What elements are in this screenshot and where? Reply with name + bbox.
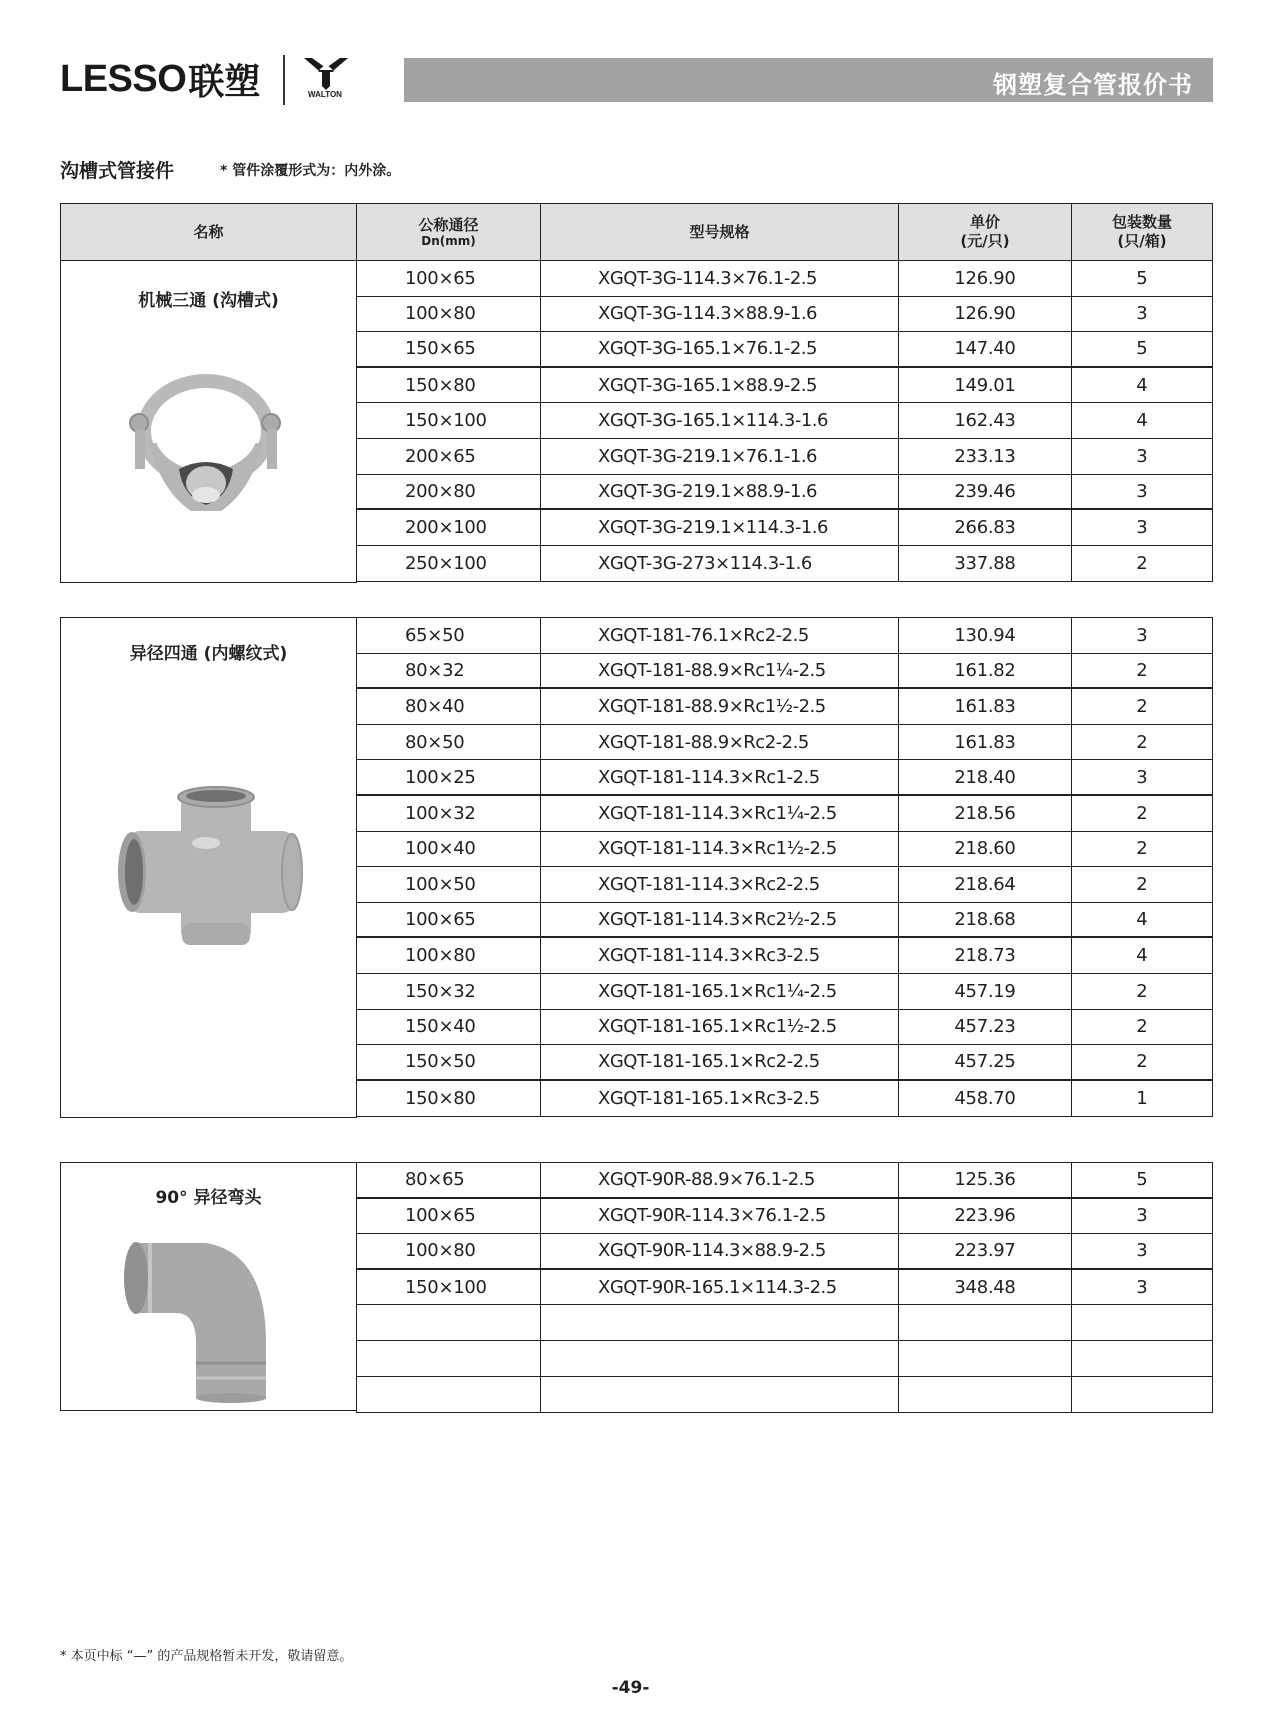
model-cell: XGQT-3G-165.1×88.9-2.5 (541, 368, 899, 403)
model-cell (541, 1377, 899, 1413)
model-cell: XGQT-181-165.1×Rc1½-2.5 (541, 1010, 899, 1045)
price-cell: 126.90 (899, 297, 1072, 332)
model-cell: XGQT-3G-219.1×88.9-1.6 (541, 475, 899, 509)
qty-cell: 3 (1136, 766, 1148, 788)
col-header-qty (1072, 204, 1212, 260)
price-cell: 218.64 (899, 867, 1072, 902)
table-row (357, 1305, 1212, 1341)
table-row (357, 1270, 1212, 1306)
dn-cell: 150×80 (357, 1081, 541, 1117)
price-cell: 239.46 (899, 475, 1072, 509)
qty-cell: 2 (1136, 553, 1148, 575)
qty-cell: 3 (1136, 303, 1148, 325)
dn-cell: 100×32 (357, 796, 541, 831)
dn-cell (357, 1305, 541, 1340)
table-row (357, 760, 1212, 796)
qty-cell: 2 (1136, 731, 1148, 753)
model-cell: XGQT-90R-114.3×76.1-2.5 (541, 1199, 899, 1234)
product-name-cell (60, 1162, 357, 1411)
dn-cell: 80×32 (357, 654, 541, 688)
qty-cell: 2 (1136, 838, 1148, 860)
table-row (357, 1045, 1212, 1081)
dn-cell: 100×80 (357, 1234, 541, 1268)
dn-cell: 80×50 (357, 725, 541, 760)
model-cell: XGQT-3G-219.1×76.1-1.6 (541, 439, 899, 474)
price-cell: 266.83 (899, 510, 1072, 545)
qty-cell: 3 (1136, 1276, 1148, 1298)
qty-cell: 4 (1136, 909, 1148, 931)
footnote: * 本页中标 “—” 的产品规格暂未开发，敬请留意。 (60, 1649, 353, 1664)
qty-cell (1072, 1341, 1212, 1376)
price-cell: 218.60 (899, 832, 1072, 867)
table-row (357, 1163, 1212, 1199)
qty-cell: 2 (1136, 873, 1148, 895)
qty-cell: 4 (1136, 410, 1148, 432)
walton-bull-icon (304, 56, 348, 90)
mechanical-tee-image (121, 371, 291, 521)
qty-cell (1072, 1377, 1212, 1413)
col-header-price (899, 204, 1072, 260)
model-cell: XGQT-3G-273×114.3-1.6 (541, 546, 899, 582)
qty-cell: 2 (1136, 659, 1148, 681)
page-number: -49- (611, 1678, 650, 1698)
model-cell: XGQT-3G-165.1×114.3-1.6 (541, 403, 899, 438)
price-cell: 337.88 (899, 546, 1072, 582)
dn-cell: 100×65 (357, 903, 541, 937)
model-cell (541, 1341, 899, 1376)
qty-cell: 1 (1136, 1088, 1148, 1110)
table-row (357, 546, 1212, 582)
model-cell: XGQT-181-88.9×Rc1½-2.5 (541, 689, 899, 724)
model-cell: XGQT-181-114.3×Rc1-2.5 (541, 760, 899, 794)
dn-cell (357, 1377, 541, 1413)
price-cell: 348.48 (899, 1270, 1072, 1305)
product-name-cell (60, 260, 357, 583)
col-price-label: 单价 (969, 213, 1000, 231)
reducing-cross-image (116, 783, 306, 953)
dn-cell: 250×100 (357, 546, 541, 582)
table-row (357, 974, 1212, 1010)
dn-cell: 200×100 (357, 510, 541, 545)
price-cell: 161.83 (899, 689, 1072, 724)
price-cell (899, 1341, 1072, 1376)
price-cell: 126.90 (899, 261, 1072, 296)
model-cell: XGQT-90R-165.1×114.3-2.5 (541, 1270, 899, 1305)
model-cell: XGQT-3G-114.3×88.9-1.6 (541, 297, 899, 332)
price-cell: 218.56 (899, 796, 1072, 831)
walton-wordmark: WALTON (308, 90, 342, 99)
qty-cell: 3 (1136, 516, 1148, 538)
price-cell: 457.25 (899, 1045, 1072, 1079)
model-cell: XGQT-181-165.1×Rc3-2.5 (541, 1081, 899, 1117)
col-qty-label: 包装数量 (1111, 213, 1172, 231)
price-cell: 233.13 (899, 439, 1072, 474)
walton-logo (290, 52, 360, 108)
model-cell: XGQT-181-114.3×Rc1¼-2.5 (541, 796, 899, 831)
product-name: 异径四通 (内螺纹式) (129, 644, 288, 664)
qty-cell: 4 (1136, 945, 1148, 967)
table-row (357, 725, 1212, 761)
qty-cell: 2 (1136, 1016, 1148, 1038)
price-cell (899, 1305, 1072, 1340)
qty-cell: 5 (1136, 1169, 1148, 1191)
dn-cell: 150×100 (357, 403, 541, 438)
qty-cell: 5 (1136, 338, 1148, 360)
table-row (357, 1234, 1212, 1270)
product-name-cell (60, 617, 357, 1118)
price-cell: 162.43 (899, 403, 1072, 438)
table-row (357, 1010, 1212, 1046)
table-row (357, 867, 1212, 903)
qty-cell: 2 (1136, 980, 1148, 1002)
table-row (357, 618, 1212, 654)
rows-table (356, 617, 1213, 1117)
qty-cell (1072, 1305, 1212, 1340)
price-cell: 218.40 (899, 760, 1072, 794)
dn-cell: 150×100 (357, 1270, 541, 1305)
product-name: 机械三通 (沟槽式) (138, 291, 279, 311)
table-row (357, 938, 1212, 974)
col-header-dn (357, 204, 541, 260)
price-cell: 457.23 (899, 1010, 1072, 1045)
brand-latin: LESSO (60, 57, 187, 100)
dn-cell: 150×32 (357, 974, 541, 1009)
qty-cell: 5 (1136, 267, 1148, 289)
dn-cell: 65×50 (357, 618, 541, 653)
table-row (357, 1199, 1212, 1235)
model-cell: XGQT-90R-114.3×88.9-2.5 (541, 1234, 899, 1268)
table-row (357, 439, 1212, 475)
table-row (357, 368, 1212, 404)
reducing-elbow-image (116, 1233, 296, 1403)
dn-cell: 150×80 (357, 368, 541, 403)
table-row (357, 261, 1212, 297)
model-cell: XGQT-181-114.3×Rc1½-2.5 (541, 832, 899, 867)
table-row (357, 510, 1212, 546)
col-model-label: 型号规格 (689, 222, 750, 241)
model-cell: XGQT-3G-165.1×76.1-2.5 (541, 332, 899, 366)
dn-cell: 80×40 (357, 689, 541, 724)
dn-cell: 200×65 (357, 439, 541, 474)
qty-cell: 3 (1136, 1240, 1148, 1262)
document-title: 钢塑复合管报价书 (993, 71, 1193, 99)
col-dn-unit: Dn(mm) (421, 234, 476, 248)
model-cell: XGQT-90R-88.9×76.1-2.5 (541, 1163, 899, 1197)
price-cell: 147.40 (899, 332, 1072, 366)
qty-cell: 3 (1136, 1205, 1148, 1227)
model-cell: XGQT-181-114.3×Rc3-2.5 (541, 938, 899, 973)
dn-cell: 100×50 (357, 867, 541, 902)
qty-cell: 2 (1136, 802, 1148, 824)
qty-cell: 3 (1136, 480, 1148, 502)
dn-cell: 100×80 (357, 938, 541, 973)
dn-cell: 150×65 (357, 332, 541, 366)
col-header-name (61, 204, 357, 260)
price-cell (899, 1377, 1072, 1413)
dn-cell: 150×40 (357, 1010, 541, 1045)
model-cell (541, 1305, 899, 1340)
product-name: 90° 异径弯头 (155, 1188, 262, 1208)
price-cell: 223.97 (899, 1234, 1072, 1268)
table-row (357, 332, 1212, 368)
qty-cell: 2 (1136, 695, 1148, 717)
model-cell: XGQT-3G-219.1×114.3-1.6 (541, 510, 899, 545)
price-cell: 125.36 (899, 1163, 1072, 1197)
dn-cell: 150×50 (357, 1045, 541, 1079)
model-cell: XGQT-181-88.9×Rc1¼-2.5 (541, 654, 899, 688)
model-cell: XGQT-181-165.1×Rc2-2.5 (541, 1045, 899, 1079)
model-cell: XGQT-181-114.3×Rc2-2.5 (541, 867, 899, 902)
dn-cell: 200×80 (357, 475, 541, 509)
dn-cell: 100×65 (357, 261, 541, 296)
qty-cell: 4 (1136, 374, 1148, 396)
table-row (357, 1081, 1212, 1117)
logo-divider (283, 55, 285, 105)
rows-table (356, 1162, 1213, 1413)
table-row (357, 297, 1212, 333)
price-cell: 458.70 (899, 1081, 1072, 1117)
qty-cell: 2 (1136, 1051, 1148, 1073)
col-price-unit: (元/只) (960, 232, 1010, 250)
section-title: 沟槽式管接件 (60, 160, 175, 182)
price-cell: 161.82 (899, 654, 1072, 688)
lesso-logo (60, 57, 260, 101)
table-row (357, 475, 1212, 511)
dn-cell: 100×25 (357, 760, 541, 794)
price-cell: 130.94 (899, 618, 1072, 653)
table-row (357, 403, 1212, 439)
model-cell: XGQT-181-114.3×Rc2½-2.5 (541, 903, 899, 937)
document-title-band (404, 58, 1213, 102)
model-cell: XGQT-181-88.9×Rc2-2.5 (541, 725, 899, 760)
dn-cell: 100×65 (357, 1199, 541, 1234)
col-header-model (541, 204, 899, 260)
table-row (357, 796, 1212, 832)
table-row (357, 1341, 1212, 1377)
section-note: * 管件涂覆形式为：内外涂。 (220, 163, 401, 179)
col-name-label: 名称 (193, 222, 224, 241)
brand-cn: 联塑 (188, 61, 261, 103)
price-cell: 218.68 (899, 903, 1072, 937)
table-row (357, 654, 1212, 690)
rows-table (356, 260, 1213, 582)
table-row (357, 1377, 1212, 1413)
col-qty-unit: (只/箱) (1117, 232, 1167, 250)
model-cell: XGQT-181-76.1×Rc2-2.5 (541, 618, 899, 653)
dn-cell: 80×65 (357, 1163, 541, 1197)
price-cell: 223.96 (899, 1199, 1072, 1234)
col-dn-label: 公称通径 (418, 216, 479, 234)
model-cell: XGQT-181-165.1×Rc1¼-2.5 (541, 974, 899, 1009)
price-cell: 161.83 (899, 725, 1072, 760)
price-cell: 457.19 (899, 974, 1072, 1009)
dn-cell: 100×40 (357, 832, 541, 867)
table-header (60, 203, 1213, 261)
table-row (357, 689, 1212, 725)
qty-cell: 3 (1136, 445, 1148, 467)
table-row (357, 903, 1212, 939)
qty-cell: 3 (1136, 624, 1148, 646)
price-cell: 149.01 (899, 368, 1072, 403)
price-cell: 218.73 (899, 938, 1072, 973)
dn-cell (357, 1341, 541, 1376)
table-row (357, 832, 1212, 868)
dn-cell: 100×80 (357, 297, 541, 332)
model-cell: XGQT-3G-114.3×76.1-2.5 (541, 261, 899, 296)
